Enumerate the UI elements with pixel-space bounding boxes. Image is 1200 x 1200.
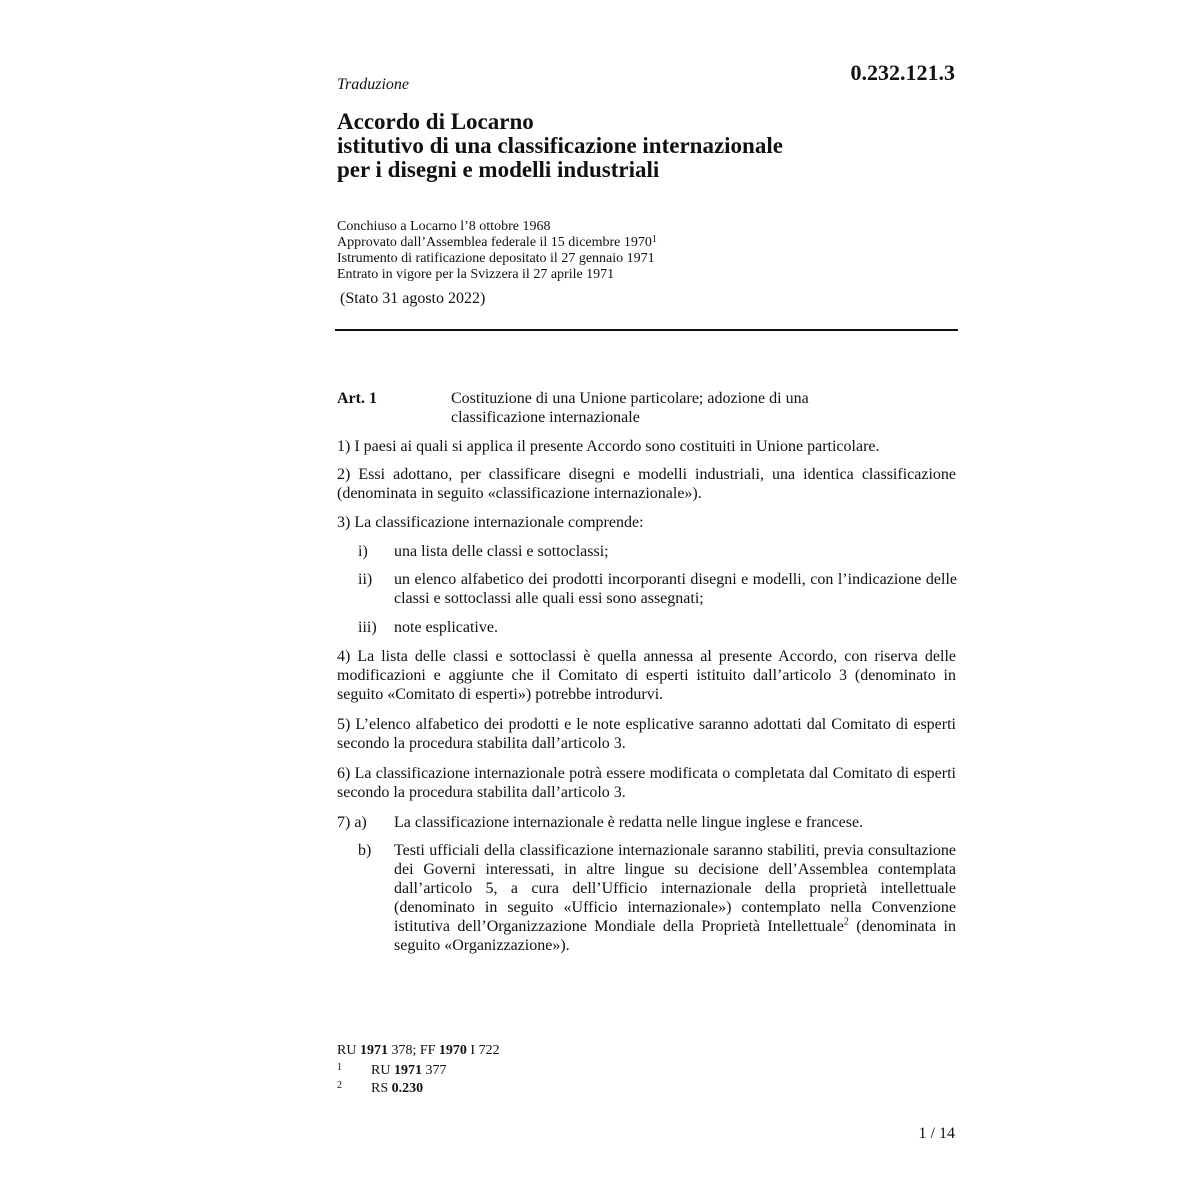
paragraph-2: 2) Essi adottano, per classificare disegni e modelli industriali, una identica classificazione (denominata in seguito «classificazione internazionale»). (337, 466, 956, 502)
footnote-ref-1[interactable]: 1 (651, 234, 657, 245)
footnote-tail: 377 (421, 1063, 447, 1078)
list-text: note esplicative. (394, 619, 498, 636)
list-text: una lista delle classi e sottoclassi; (394, 543, 609, 560)
title-line-3: per i disegni e modelli industriali (337, 157, 660, 182)
list-marker: iii) (358, 619, 377, 636)
paragraph-4: 4) La lista delle classi e sottoclassi è quella annessa al presente Accordo, con riserva delle modificazioni e aggiunte che il Comitato di esperti istituito dall’articolo 3 (denominato in seguito «Comitato di esperti») potrebbe introdurvi. (337, 648, 956, 703)
list-text: un elenco alfabetico dei prodotti incorporanti disegni e modelli, con l’indicazione delle classi e sottoclassi alle quali essi sono assegnati; (394, 571, 957, 607)
list-text (394, 841, 956, 955)
list-text: La classificazione internazionale è redatta nelle lingue inglese e francese. (394, 814, 864, 831)
footnote-number: 1 (337, 1062, 342, 1073)
footnote-number: 2 (337, 1080, 342, 1091)
page-number: 1 / 14 (918, 1125, 955, 1142)
footnote-text (371, 1063, 446, 1079)
document-metadata (337, 219, 657, 283)
footnote-text (371, 1081, 423, 1097)
source-prefix: RU (337, 1043, 360, 1058)
in-force-date: Entrato in vigore per la Svizzera il 27 aprile 1971 (337, 267, 615, 282)
header-divider (335, 329, 958, 331)
status-date: (Stato 31 agosto 2022) (340, 290, 486, 307)
paragraph-1: 1) I paesi ai quali si applica il presente Accordo sono costituiti in Unione particolare. (337, 438, 880, 455)
list-marker: ii) (358, 571, 373, 588)
title-line-2: istitutivo di una classificazione internazionale (337, 133, 783, 158)
source-tail: I 722 (466, 1043, 500, 1058)
source-mid: 378; FF (387, 1043, 439, 1058)
footnote-prefix: RS (371, 1081, 392, 1096)
source-year-2: 1970 (438, 1043, 467, 1058)
footnote-prefix: RU (371, 1063, 394, 1078)
article-title: Costituzione di una Unione particolare; adozione di una classificazione internazionale (451, 390, 809, 426)
title-line-1: Accordo di Locarno (337, 109, 534, 134)
footnote-bold: 0.230 (391, 1081, 424, 1096)
footnote-ref-2[interactable]: 2 (843, 916, 849, 928)
paragraph-5: 5) L’elenco alfabetico dei prodotti e le note esplicative saranno adottati dal Comitato di esperti secondo la procedura stabilita dall’articolo 3. (337, 716, 956, 752)
paragraph-7b-tail: (denominata in seguito «Organizzazione»). (394, 918, 956, 954)
translation-label: Traduzione (337, 76, 410, 93)
list-marker: i) (358, 543, 368, 560)
sr-number: 0.232.121.3 (850, 60, 955, 85)
source-year: 1971 (359, 1043, 388, 1058)
list-marker: b) (358, 842, 372, 859)
ratification-date: Istrumento di ratificazione depositato il 27 gennaio 1971 (337, 251, 655, 266)
paragraph-6: 6) La classificazione internazionale potrà essere modificata o completata dal Comitato di esperti secondo la procedura stabilita dall’articolo 3. (337, 765, 956, 801)
approved-text: Approvato dall’Assemblea federale il 15 dicembre 1970 (337, 235, 652, 250)
document-title (337, 110, 783, 182)
article-number: Art. 1 (337, 390, 377, 407)
paragraph-7b-text: Testi ufficiali della classificazione internazionale saranno stabiliti, previa consultazione dei Governi interessati, in altre lingue su decisione dell’Assemblea contemplata dall’articolo 5, a cura dell’Ufficio internazionale della proprietà intellettuale (denominato in seguito «Ufficio internazionale») contemplato nella Convenzione istitutiva dell’Organizzazione Mondiale della Proprietà Intellettuale (394, 842, 956, 935)
approved-date (337, 235, 657, 251)
footnote-bold: 1971 (393, 1063, 422, 1078)
paragraph-3: 3) La classificazione internazionale comprende: (337, 514, 644, 531)
list-marker: 7) a) (337, 814, 367, 831)
concluded-date: Conchiuso a Locarno l’8 ottobre 1968 (337, 219, 551, 234)
source-reference (337, 1043, 500, 1059)
